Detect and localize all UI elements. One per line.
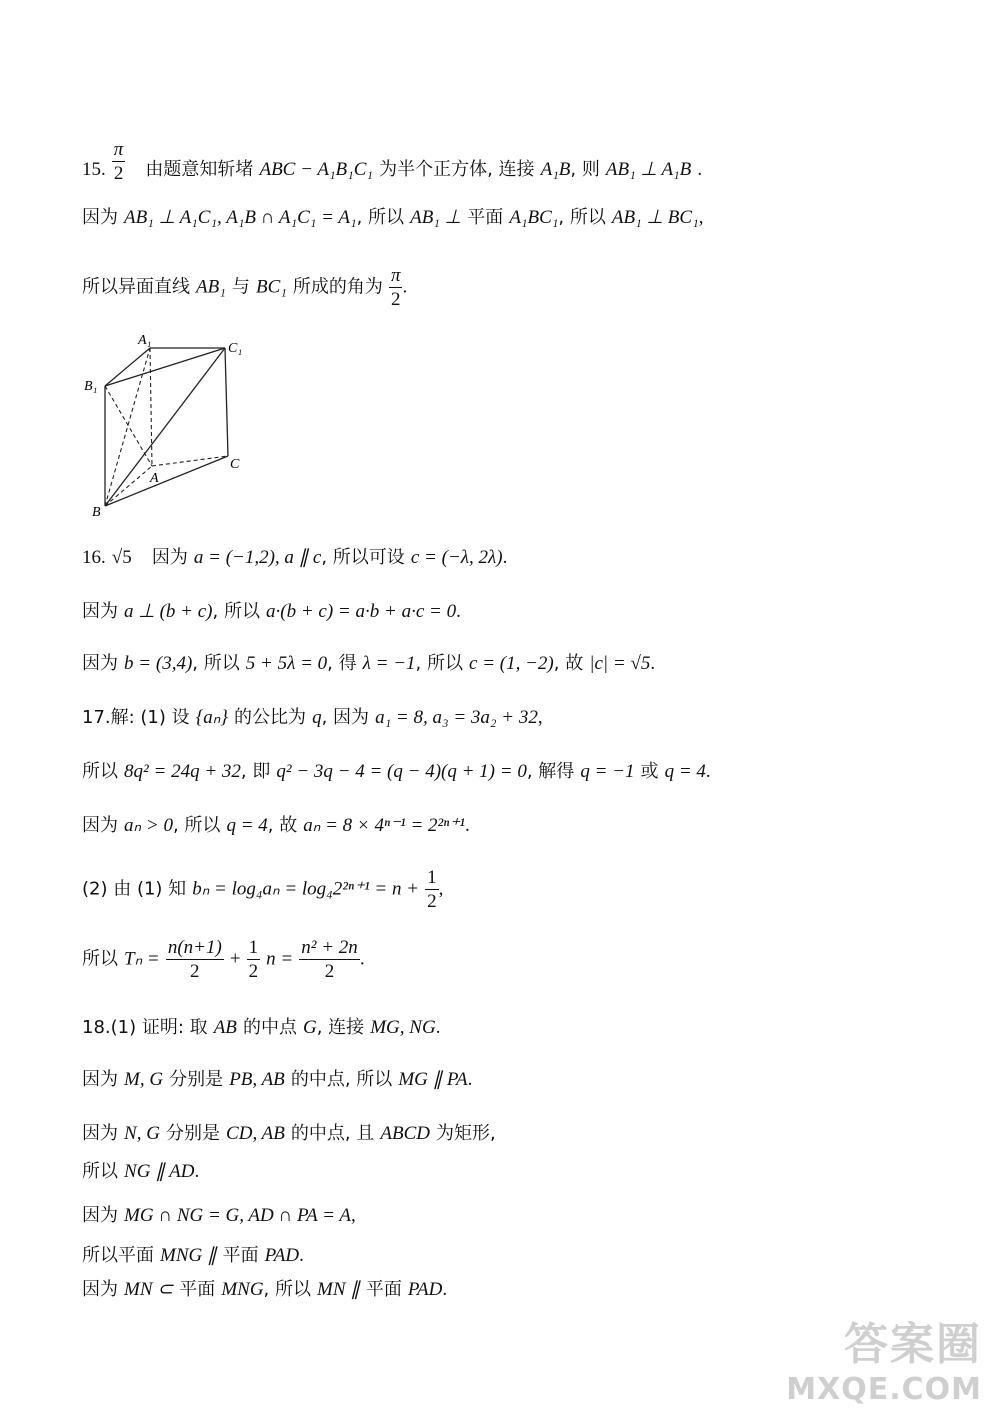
q18-l7-text-b: 平面: [179, 1279, 216, 1300]
q18-l2-text-a: 因为: [82, 1069, 118, 1090]
q18-l4-expr: NG ∥ AD: [124, 1161, 195, 1182]
q18-l2-end: .: [467, 1069, 473, 1090]
q15-expr-perp: AB₁ ⊥ A₁B: [605, 159, 692, 180]
edge-c1c: [225, 348, 228, 456]
q18-l1-text-a: 18.(1) 证明: 取: [82, 1017, 208, 1038]
label-c: C: [230, 457, 240, 472]
q18-l5-expr: MG ∩ NG = G, AD ∩ PA = A: [124, 1205, 351, 1226]
q18-line-3: [82, 1124, 496, 1143]
q15-number: 15.: [82, 159, 106, 180]
q18-line-6: [82, 1246, 304, 1265]
label-a1: A₁: [138, 333, 152, 348]
q18-l6-expr: MNG ∥: [160, 1245, 217, 1266]
q17-l4-numerator: 1: [427, 867, 437, 888]
q17-l5-f3-denominator: 2: [324, 961, 335, 982]
q15-l3-text-a: 所以异面直线: [82, 276, 190, 298]
q15-l2-expr-2: AB₁ ⊥: [410, 207, 462, 228]
q17-l5-f2-numerator: 1: [248, 937, 259, 958]
q18-l5-text-a: 因为: [82, 1205, 118, 1226]
q17-l4-text-a: (2) 由 (1) 知: [82, 878, 187, 900]
q16-l2-expr-2: a·(b + c) = a·b + a·c = 0: [266, 601, 457, 622]
q17-l3-text-c: , 故: [267, 815, 298, 836]
q16-l1-expr: a = (−1,2), a ∥ c: [193, 547, 322, 568]
q17-l4-expr: bₙ = log₄aₙ = log₄2²ⁿ⁺¹ = n +: [192, 878, 420, 900]
q17-line-1: [82, 708, 543, 727]
q15-text-3: , 连接: [487, 159, 535, 180]
q17-l1-end: ,: [537, 707, 543, 728]
q17-l4-denominator: 2: [427, 891, 437, 912]
label-b: B: [92, 505, 101, 520]
q15-l3-expr-1: AB₁: [196, 276, 226, 298]
q17-l3-expr: aₙ > 0: [124, 815, 173, 836]
q17-line-4: [82, 868, 443, 911]
q16-l3-text-b: , 所以: [192, 653, 240, 674]
q18-l6-expr-2: PAD: [264, 1245, 300, 1266]
q15-l3-denominator: 2: [390, 289, 401, 310]
watermark-url: MXQE.COM: [786, 1372, 982, 1407]
q15-l3-expr-2: BC₁: [255, 276, 287, 298]
q15-expr-a1b: A₁B: [540, 159, 571, 180]
q18-l3-expr: N, G: [124, 1123, 160, 1144]
q18-line-1: [82, 1018, 440, 1037]
q17-l3-expr-2: q = 4: [226, 815, 268, 836]
q18-l4-text-a: 所以: [82, 1161, 118, 1182]
q17-l5-text-a: 所以: [82, 948, 118, 970]
q18-l7-expr-4: PAD: [407, 1279, 443, 1300]
q15-l2-text-b: , 所以: [356, 207, 405, 228]
q18-l7-text-d: 平面: [365, 1279, 402, 1300]
q16-l2-end: .: [456, 601, 461, 622]
q18-l2-expr-3: MG ∥ PA: [398, 1069, 468, 1090]
q15-text-4: , 则: [570, 159, 600, 180]
q16-l3-text-d: , 所以: [415, 653, 463, 674]
q18-l5-end: ,: [350, 1205, 356, 1226]
q18-l6-text-a: 所以平面: [82, 1245, 154, 1266]
q15-l2-end: ,: [698, 207, 704, 228]
q18-line-4: [82, 1162, 199, 1181]
q18-l2-expr: M, G: [124, 1069, 164, 1090]
q17-l2-text-d: 或: [640, 761, 659, 782]
prism-figure: [80, 328, 260, 520]
q15-l3-text-c: 所成的角为: [292, 276, 383, 298]
q17-line-5: [82, 938, 365, 981]
q17-l5-fraction-1: [166, 938, 224, 981]
watermark: [786, 1308, 982, 1407]
q15-line-2: [82, 208, 703, 227]
q15-l3-end: .: [402, 276, 408, 298]
q17-l3-end: .: [464, 815, 470, 836]
q17-l5-f3-numerator: n² + 2n: [301, 937, 358, 958]
q17-l5-plus: +: [229, 948, 241, 970]
q17-l2-expr-4: q = 4: [664, 761, 706, 782]
q16-line-1: [82, 548, 507, 567]
q18-l1-text-c: , 连接: [316, 1017, 365, 1038]
q17-l3-text-a: 因为: [82, 815, 118, 836]
q18-l2-text-c: 的中点, 所以: [290, 1069, 393, 1090]
q17-l4-fraction: [425, 868, 439, 911]
q18-l3-text-c: 的中点, 且: [290, 1123, 375, 1144]
q17-l2-text-b: , 即: [240, 761, 271, 782]
q15-text-2: 为半个正方体: [379, 159, 488, 180]
q17-l5-f1-numerator: n(n+1): [167, 937, 222, 958]
q15-l2-text-a: 因为: [82, 207, 118, 228]
q15-l2-text-d: , 所以: [558, 207, 606, 228]
q18-l7-text-c: , 所以: [263, 1279, 311, 1300]
q15-answer-denominator: 2: [113, 163, 124, 184]
q15-l2-expr-4: AB₁ ⊥ BC₁: [611, 207, 699, 228]
q17-l5-n: n =: [266, 948, 294, 970]
q15-l2-expr-1: AB₁ ⊥ A₁C₁, A₁B ∩ A₁C₁ = A₁: [124, 207, 357, 228]
q18-l3-text-d: 为矩形,: [436, 1123, 496, 1144]
q17-l2-end: .: [705, 761, 711, 782]
q17-l5-fraction-3: [299, 938, 360, 981]
q18-line-5: [82, 1206, 356, 1225]
q18-l1-end: .: [435, 1017, 441, 1038]
q16-l3-text-a: 因为: [82, 653, 118, 674]
q18-line-2: [82, 1070, 472, 1089]
q16-l3-text-e: , 故: [553, 653, 584, 674]
edge-b1a1: [105, 348, 150, 386]
q16-l3-expr: b = (3,4): [124, 653, 193, 674]
q17-l1-text-a: 17.解: (1) 设: [82, 707, 190, 728]
q17-l2-text-c: , 解得: [526, 761, 575, 782]
q17-l1-q: q: [312, 707, 322, 728]
q17-line-3: [82, 816, 470, 835]
q16-l1-expr-2: c = (−λ, 2λ): [410, 547, 503, 568]
q15-l3-fraction: [389, 266, 403, 309]
q17-line-2: [82, 762, 711, 781]
q17-l5-f2-denominator: 2: [248, 961, 259, 982]
q15-line-1: [82, 140, 702, 183]
q18-l7-expr-2: MNG: [221, 1279, 264, 1300]
q16-line-2: [82, 602, 461, 621]
q16-answer: √5: [111, 547, 132, 568]
q17-l1-text-b: 的公比为: [234, 707, 307, 728]
q17-l5-f1-denominator: 2: [190, 961, 200, 982]
q16-l3-expr-5: |c| = √5: [589, 653, 651, 674]
edge-ba1: [105, 348, 150, 506]
q18-l7-expr: MN ⊂: [124, 1279, 174, 1300]
q17-l3-text-b: , 所以: [172, 815, 221, 836]
q16-l2-text-b: , 所以: [212, 601, 260, 622]
q16-l2-expr: a ⊥ (b + c): [124, 601, 213, 622]
q17-l1-text-c: , 因为: [321, 707, 370, 728]
label-c1: C₁: [228, 341, 243, 356]
q17-l3-expr-3: aₙ = 8 × 4ⁿ⁻¹ = 2²ⁿ⁺¹: [303, 815, 465, 836]
q18-l2-text-b: 分别是: [169, 1069, 224, 1090]
q15-l3-numerator: π: [390, 265, 401, 286]
q18-l7-expr-3: MN ∥: [317, 1279, 360, 1300]
edge-a1a: [150, 348, 152, 466]
q16-l3-text-c: , 得: [327, 653, 357, 674]
q16-l1-text-a: 因为: [151, 547, 188, 568]
q18-line-7: [82, 1280, 447, 1299]
label-a: A: [150, 471, 159, 486]
edge-ba: [105, 466, 152, 506]
q16-l3-end: .: [650, 653, 656, 674]
q16-l3-expr-4: c = (1, −2): [469, 653, 554, 674]
q17-l1-expr: {aₙ}: [195, 707, 228, 728]
q17-l2-expr-3: q = −1: [580, 761, 635, 782]
q15-l2-text-c: 平面: [467, 207, 504, 228]
q18-l3-expr-2: CD, AB: [226, 1123, 285, 1144]
q18-l1-expr-2: G: [303, 1017, 317, 1038]
q15-l3-text-b: 与: [231, 276, 250, 298]
watermark-logo-text: 答案圈: [844, 1319, 982, 1370]
q18-l6-end: .: [299, 1245, 304, 1266]
q18-l7-text-a: 因为: [82, 1279, 118, 1300]
q15-line-3: [82, 266, 407, 309]
q17-l2-text-a: 所以: [82, 761, 118, 782]
q17-l4-end: ,: [438, 878, 444, 900]
q17-l5-expr: Tₙ =: [124, 948, 160, 970]
q18-l1-text-b: 的中点: [242, 1017, 297, 1038]
q18-l6-text-b: 平面: [222, 1245, 259, 1266]
q17-l2-expr-2: q² − 3q − 4 = (q − 4)(q + 1) = 0: [276, 761, 527, 782]
edge-b1a: [105, 386, 152, 466]
q15-text: 由题意知斩堵: [145, 159, 254, 180]
q16-number: 16.: [82, 547, 106, 568]
q18-l1-expr-3: MG, NG: [370, 1017, 436, 1038]
q17-l1-expr-2: a₁ = 8, a₃ = 3a₂ + 32: [375, 707, 538, 728]
q18-l4-end: .: [194, 1161, 200, 1182]
q18-l3-text-b: 分别是: [166, 1123, 220, 1144]
q15-period: .: [697, 159, 703, 180]
q16-l3-expr-3: λ = −1: [362, 653, 416, 674]
label-b1: B₁: [84, 379, 98, 394]
q17-l2-expr: 8q² = 24q + 32: [124, 761, 241, 782]
q17-l5-fraction-2: [247, 938, 261, 981]
q16-line-3: [82, 654, 655, 673]
q15-answer-fraction: [112, 140, 126, 183]
q16-l3-expr-2: 5 + 5λ = 0: [245, 653, 328, 674]
q18-l1-expr: AB: [213, 1017, 237, 1038]
q18-l3-text-a: 因为: [82, 1123, 118, 1144]
q15-l2-expr-3: A₁BC₁: [509, 207, 559, 228]
q16-l1-text-b: , 所以可设: [321, 547, 405, 568]
edge-b1c1: [105, 348, 225, 386]
q16-l2-text-a: 因为: [82, 601, 118, 622]
q18-l3-expr-3: ABCD: [380, 1123, 430, 1144]
q16-l1-end: .: [502, 547, 508, 568]
q15-expr-solid: ABC − A₁B₁C₁: [259, 159, 374, 180]
q18-l7-end: .: [442, 1279, 448, 1300]
q17-l5-end: .: [359, 948, 365, 970]
q15-answer-numerator: π: [113, 139, 124, 160]
q18-l2-expr-2: PB, AB: [229, 1069, 285, 1090]
